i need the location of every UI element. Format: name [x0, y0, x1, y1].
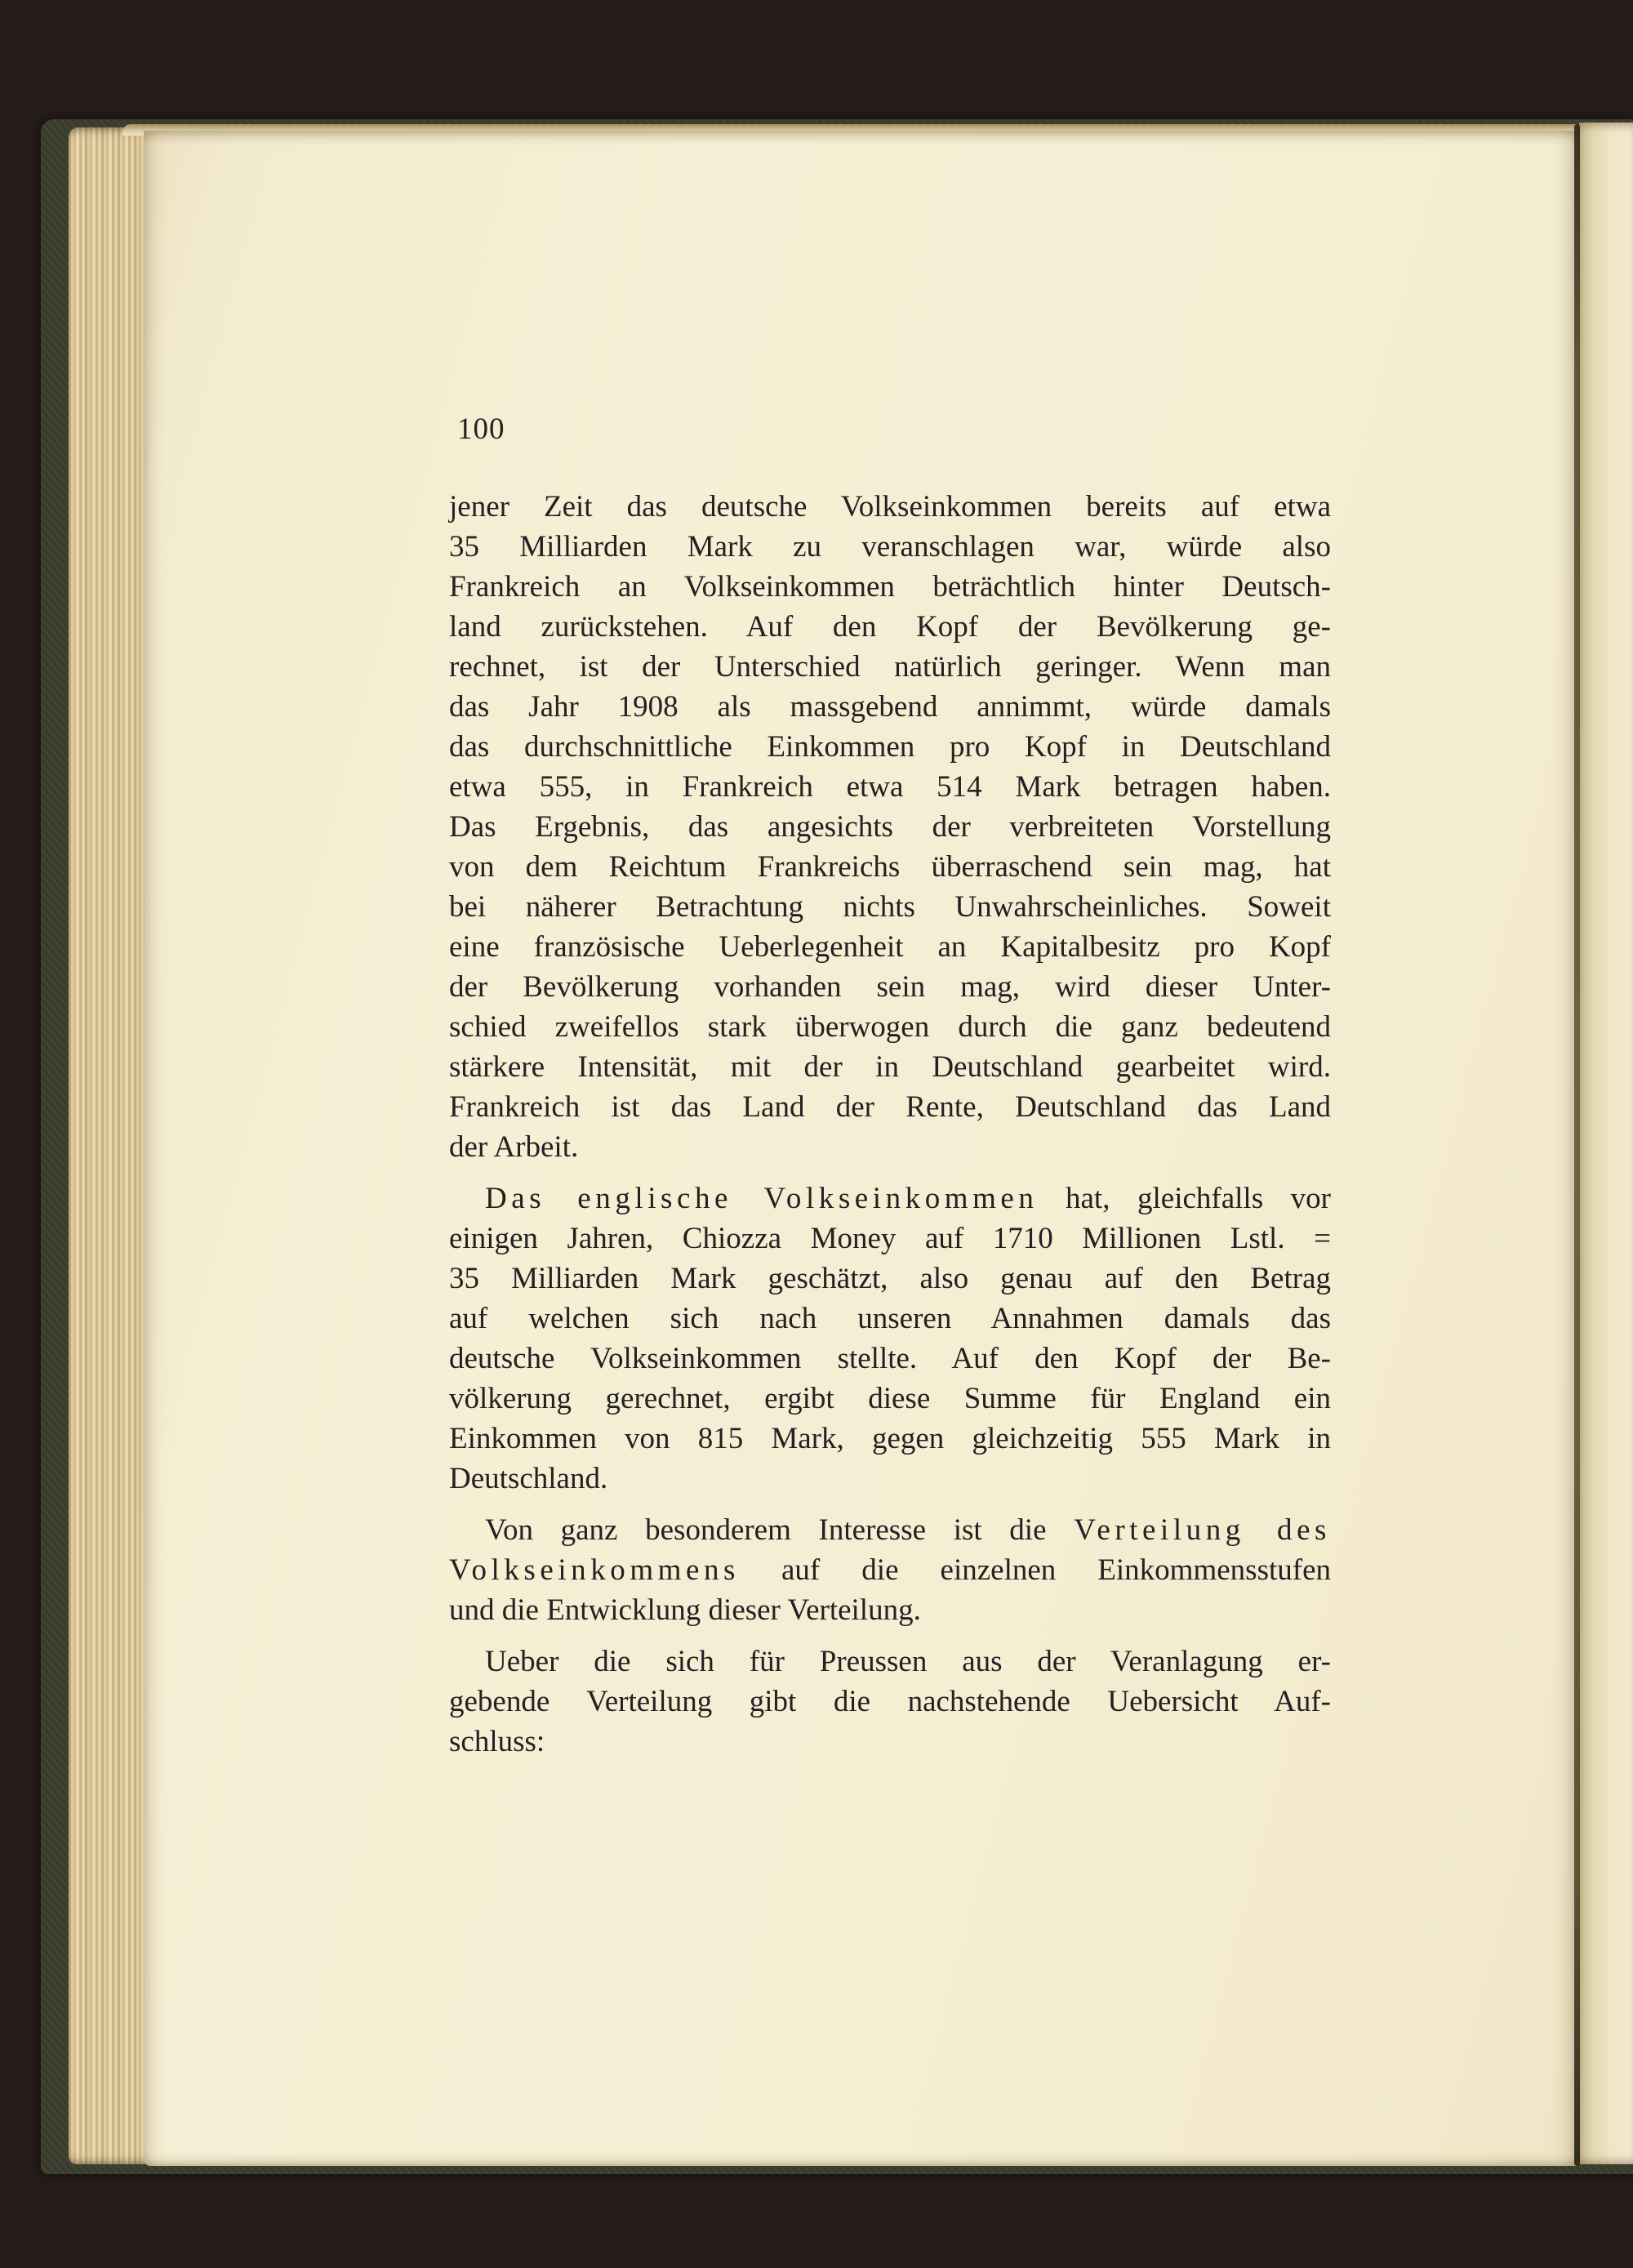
text-line	[449, 1419, 1331, 1459]
text-run: einigen Jahren, Chiozza Money auf 1710 Millionen Lstl. =	[449, 1222, 1331, 1255]
text-run: jener Zeit das deutsche Volkseinkommen bereits auf etwa	[449, 490, 1331, 524]
text-line	[449, 1722, 1331, 1762]
text-run: 35 Milliarden Mark zu veranschlagen war, würde also	[449, 530, 1331, 564]
text-run: Ueber die sich für Preussen aus der Veranlagung er-	[485, 1645, 1331, 1678]
text-run: hat, gleichfalls vor	[1038, 1182, 1331, 1215]
text-line	[449, 1219, 1331, 1259]
text-run: schluss:	[449, 1725, 545, 1758]
text-line	[449, 727, 1331, 767]
emphasized-letterspaced-text: Verteilung des	[1074, 1513, 1331, 1547]
page-text	[449, 487, 1331, 1762]
text-line	[449, 1550, 1331, 1590]
emphasized-letterspaced-text: Volkseinkommens	[449, 1553, 740, 1587]
text-run: rechnet, ist der Unterschied natürlich geringer. Wenn man	[449, 650, 1331, 684]
text-line	[449, 687, 1331, 727]
text-run: das Jahr 1908 als massgebend annimmt, würde damals	[449, 690, 1331, 724]
text-line	[449, 647, 1331, 687]
text-line	[449, 1007, 1331, 1047]
text-line	[449, 1259, 1331, 1299]
text-run: deutsche Volkseinkommen stellte. Auf den Kopf der Be-	[449, 1342, 1331, 1375]
text-run: 35 Milliarden Mark geschätzt, also genau auf den Betrag	[449, 1262, 1331, 1295]
text-run: eine französische Ueberlegenheit an Kapitalbesitz pro Kopf	[449, 930, 1331, 964]
text-line	[449, 1179, 1331, 1219]
text-line	[449, 1459, 1331, 1499]
text-run: Von ganz besonderem Interesse ist die	[485, 1513, 1075, 1547]
gutter-crease	[1574, 124, 1580, 2166]
text-line	[449, 807, 1331, 847]
text-line	[449, 567, 1331, 607]
text-run: schied zweifellos stark überwogen durch die ganz bedeutend	[449, 1010, 1331, 1044]
text-run: Das Ergebnis, das angesichts der verbreiteten Vorstellung	[449, 810, 1331, 844]
paragraph	[449, 1179, 1331, 1499]
text-line	[449, 487, 1331, 527]
text-line	[449, 607, 1331, 647]
text-run: Frankreich an Volkseinkommen beträchtlich hinter Deutsch-	[449, 570, 1331, 604]
text-line	[449, 1379, 1331, 1419]
text-run: auf welchen sich nach unseren Annahmen damals das	[449, 1302, 1331, 1335]
paragraph	[449, 487, 1331, 1167]
text-line	[449, 887, 1331, 927]
text-run: der Bevölkerung vorhanden sein mag, wird dieser Unter-	[449, 970, 1331, 1004]
text-line	[449, 527, 1331, 567]
text-run: das durchschnittliche Einkommen pro Kopf in Deutschland	[449, 730, 1331, 764]
text-run: völkerung gerechnet, ergibt diese Summe für England ein	[449, 1382, 1331, 1415]
text-line	[449, 1299, 1331, 1339]
text-run: Frankreich ist das Land der Rente, Deutschland das Land	[449, 1090, 1331, 1124]
text-run: etwa 555, in Frankreich etwa 514 Mark betragen haben.	[449, 770, 1331, 804]
facing-page-edge	[1579, 123, 1633, 2164]
text-line	[449, 1510, 1331, 1550]
text-run: Einkommen von 815 Mark, gegen gleichzeitig 555 Mark in	[449, 1422, 1331, 1455]
text-run: stärkere Intensität, mit der in Deutschland gearbeitet wird.	[449, 1050, 1331, 1084]
paragraph	[449, 1510, 1331, 1630]
book-page	[144, 131, 1579, 2166]
text-run: auf die einzelnen Einkommensstufen	[739, 1553, 1331, 1587]
text-line	[449, 847, 1331, 887]
text-line	[449, 1127, 1331, 1167]
text-line	[449, 1682, 1331, 1722]
text-run: Deutschland.	[449, 1462, 608, 1495]
text-line	[449, 967, 1331, 1007]
emphasized-letterspaced-text: Das englische Volkseinkommen	[485, 1182, 1039, 1215]
text-line	[449, 1339, 1331, 1379]
text-line	[449, 767, 1331, 807]
text-run: und die Entwicklung dieser Verteilung.	[449, 1593, 921, 1627]
text-run: land zurückstehen. Auf den Kopf der Bevölkerung ge-	[449, 610, 1331, 644]
page-stack-fore-edge	[69, 127, 149, 2164]
text-line	[449, 1642, 1331, 1682]
text-run: bei näherer Betrachtung nichts Unwahrscheinliches. Soweit	[449, 890, 1331, 924]
text-line	[449, 1047, 1331, 1087]
paragraph	[449, 1642, 1331, 1762]
text-run: der Arbeit.	[449, 1130, 579, 1164]
text-line	[449, 1087, 1331, 1127]
text-run: von dem Reichtum Frankreichs überraschend sein mag, hat	[449, 850, 1331, 884]
page-number: 100	[457, 412, 505, 446]
text-run: gebende Verteilung gibt die nachstehende Uebersicht Auf-	[449, 1685, 1331, 1718]
text-line	[449, 927, 1331, 967]
text-line	[449, 1590, 1331, 1630]
